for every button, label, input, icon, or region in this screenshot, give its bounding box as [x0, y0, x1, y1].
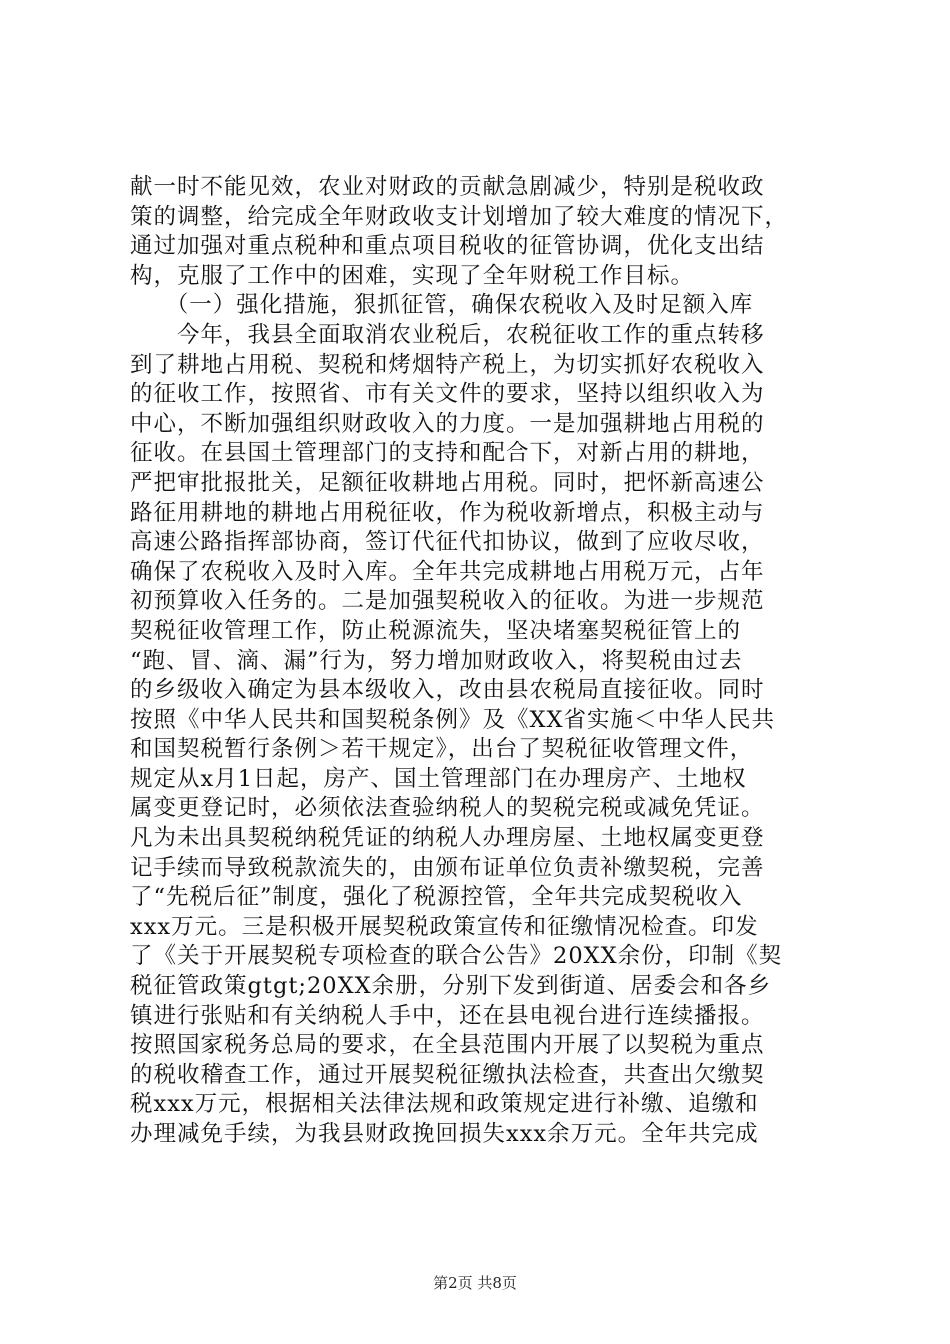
text-line: 办理减免手续，为我县财政挽回损失xxx余万元。全年共完成 [130, 1121, 759, 1147]
text-line: 今年，我县全面取消农业税后，农税征收工作的重点转移 [130, 321, 765, 348]
text-line: （一）强化措施，狠抓征管，确保农税收入及时足额入库 [130, 292, 754, 319]
body-text [130, 173, 840, 1150]
text-line: 契税征收管理工作，防止税源流失，坚决堵塞契税征管上的 [130, 617, 742, 644]
text-line: 按照国家税务总局的要求，在全县范围内开展了以契税为重点 [130, 1032, 765, 1059]
page-footer: 第2页 共8页 [433, 1274, 517, 1292]
text-line: 策的调整，给完成全年财政收支计划增加了较大难度的情况下， [130, 203, 789, 230]
text-line: 初预算收入任务的。二是加强契税收入的征收。为进一步规范 [130, 588, 765, 615]
text-line: 献一时不能见效，农业对财政的贡献急剧减少，特别是税收政 [130, 174, 765, 200]
text-line: 凡为未出具契税纳税凭证的纳税人办理房屋、土地权属变更登 [130, 825, 765, 852]
text-line: 税xxx万元，根据相关法律法规和政策规定进行补缴、追缴和 [130, 1091, 759, 1118]
text-line: 的乡级收入确定为县本级收入，改由县农税局直接征收。同时 [130, 677, 765, 704]
text-line: 了“先税后征”制度，强化了税源控管，全年共完成契税收入 [130, 884, 743, 911]
text-line: 了《关于开展契税专项检查的联合公告》20XX余份，印制《契 [130, 943, 783, 970]
text-line: 通过加强对重点税种和重点项目税收的征管协调，优化支出结 [130, 233, 765, 260]
text-line: 记手续而导致税款流失的，由颁布证单位负责补缴契税，完善 [130, 854, 765, 881]
text-line: 确保了农税收入及时入库。全年共完成耕地占用税万元，占年 [130, 558, 765, 585]
text-line: 路征用耕地的耕地占用税征收，作为税收新增点，积极主动与 [130, 499, 765, 526]
text-line: 征收。在县国土管理部门的支持和配合下，对新占用的耕地， [130, 440, 765, 467]
text-line: 镇进行张贴和有关纳税人手中，还在县电视台进行连续播报。 [130, 1002, 765, 1029]
text-line: 属变更登记时，必须依法查验纳税人的契税完税或减免凭证。 [130, 795, 765, 822]
text-line: 按照《中华人民共和国契税条例》及《XX省实施＜中华人民共 [130, 706, 776, 733]
text-line: 中心，不断加强组织财政收入的力度。一是加强耕地占用税的 [130, 410, 765, 437]
text-line: 构，克服了工作中的困难，实现了全年财税工作目标。 [130, 262, 695, 289]
text-line: 高速公路指挥部协商，签订代征代扣协议，做到了应收尽收， [130, 529, 765, 556]
text-line: 的税收稽查工作，通过开展契税征缴执法检查，共查出欠缴契 [130, 1061, 765, 1088]
text-line: 的征收工作，按照省、市有关文件的要求，坚持以组织收入为 [130, 381, 765, 408]
text-line: 税征管政策gtgt;20XX余册，分别下发到街道、居委会和各乡 [130, 973, 772, 1000]
text-line: xxx万元。三是积极开展契税政策宣传和征缴情况检查。印发 [130, 913, 759, 940]
text-line: 规定从x月1日起，房产、国土管理部门在办理房产、土地权 [130, 765, 747, 792]
text-line: 和国契税暂行条例＞若干规定》，出台了契税征收管理文件， [130, 736, 754, 763]
text-line: 严把审批报批关，足额征收耕地占用税。同时，把怀新高速公 [130, 469, 765, 496]
text-line: “跑、冒、滴、漏”行为，努力增加财政收入，将契税由过去 [130, 647, 743, 674]
text-line: 到了耕地占用税、契税和烤烟特产税上，为切实抓好农税收入 [130, 351, 765, 378]
